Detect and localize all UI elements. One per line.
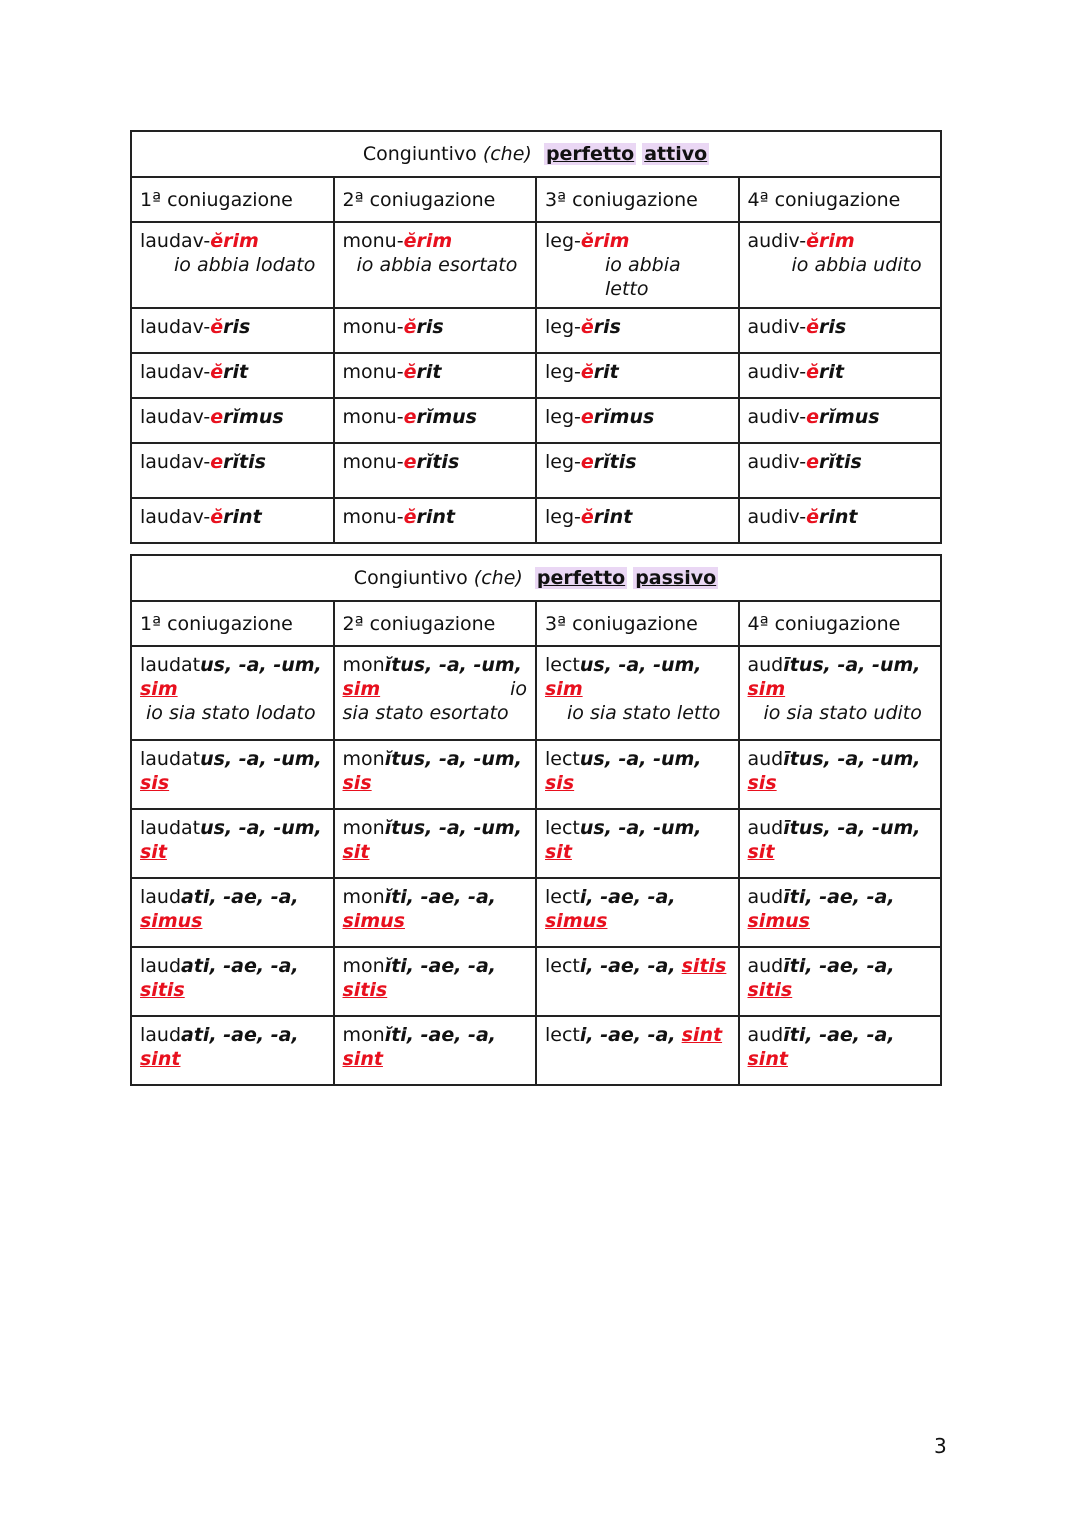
auxiliary: sint	[342, 1048, 383, 1070]
ending: rĭmus	[223, 406, 284, 428]
translation-pronoun: io	[510, 678, 527, 700]
header-conj-4: 4ª coniugazione	[739, 601, 942, 646]
auxiliary: sint	[681, 1024, 723, 1046]
ending: ĕrim	[580, 230, 630, 252]
stem: laud	[140, 955, 182, 977]
stem: audiv-	[747, 406, 807, 428]
conj-cell	[131, 443, 334, 498]
table-row	[131, 398, 941, 443]
active-conjugation-table	[130, 130, 942, 544]
stem: lect	[545, 886, 580, 908]
table-row	[131, 740, 941, 809]
title-che: (che)	[482, 143, 532, 165]
title-tense: perfetto	[536, 567, 626, 589]
ending: ĭtus, -a, -um,	[384, 817, 522, 839]
auxiliary: sit	[747, 841, 775, 863]
ending-vowel: ĕ	[210, 361, 224, 383]
ending: ĕrim	[806, 230, 855, 252]
ending: rint	[223, 506, 262, 528]
conj-cell	[131, 947, 334, 1016]
translation: io abbia lodato	[174, 254, 316, 276]
conj-cell	[334, 740, 537, 809]
table-row	[131, 308, 941, 353]
conj-cell	[739, 1016, 942, 1085]
ending: rĭmus	[593, 406, 655, 428]
conj-cell	[739, 947, 942, 1016]
stem: monu-	[342, 230, 404, 252]
ending: i, -ae, -a,	[579, 886, 676, 908]
conj-cell	[536, 947, 739, 1016]
auxiliary: sint	[140, 1048, 181, 1070]
conj-cell	[131, 878, 334, 947]
ending: rĭmus	[416, 406, 477, 428]
conj-cell	[334, 443, 537, 498]
ending: us, -a, -um,	[579, 817, 702, 839]
conj-cell	[739, 878, 942, 947]
ending: ati, -ae, -a,	[181, 1024, 299, 1046]
ending-vowel: e	[806, 406, 820, 428]
conj-cell	[536, 222, 739, 308]
table-row	[131, 809, 941, 878]
conj-cell	[334, 878, 537, 947]
conj-cell	[536, 398, 739, 443]
ending: us, -a, -um,	[200, 654, 322, 676]
stem: laudav-	[140, 451, 211, 473]
ending-vowel: e	[210, 451, 224, 473]
stem: leg-	[545, 361, 581, 383]
stem: aud	[747, 955, 784, 977]
conj-cell	[334, 353, 537, 398]
stem: monu-	[342, 361, 404, 383]
conj-cell	[536, 809, 739, 878]
header-conj-1: 1ª coniugazione	[131, 601, 334, 646]
ending: ītus, -a, -um,	[783, 748, 921, 770]
stem: audiv-	[747, 361, 807, 383]
auxiliary: sitis	[681, 955, 727, 977]
auxiliary: sint	[747, 1048, 788, 1070]
table-row	[131, 646, 941, 740]
ending: ĭti, -ae, -a,	[384, 886, 496, 908]
ending-vowel: ĕ	[403, 506, 417, 528]
ending-vowel: ĕ	[403, 316, 417, 338]
ending-vowel: ĕ	[806, 506, 820, 528]
stem: leg-	[545, 451, 581, 473]
stem: laudav-	[140, 316, 211, 338]
stem: mon	[342, 817, 385, 839]
ending: īti, -ae, -a,	[783, 955, 895, 977]
conj-cell	[739, 353, 942, 398]
stem: leg-	[545, 230, 581, 252]
conj-cell	[536, 878, 739, 947]
stem: lect	[545, 955, 580, 977]
stem: monu-	[342, 451, 404, 473]
ending: rĭtis	[416, 451, 460, 473]
header-conj-4: 4ª coniugazione	[739, 177, 942, 222]
ending: rit	[593, 361, 619, 383]
table-row	[131, 878, 941, 947]
ending: ĕrim	[403, 230, 453, 252]
ending: īti, -ae, -a,	[783, 1024, 895, 1046]
title-che: (che)	[473, 567, 523, 589]
stem: laudav-	[140, 506, 211, 528]
auxiliary: sit	[545, 841, 572, 863]
stem: mon	[342, 886, 385, 908]
title-prefix: Congiuntivo	[353, 567, 474, 589]
stem: aud	[747, 1024, 784, 1046]
stem: laudav-	[140, 406, 211, 428]
auxiliary: sim	[342, 678, 381, 700]
ending-vowel: e	[403, 451, 417, 473]
title-voice: passivo	[635, 567, 717, 589]
conj-cell	[131, 498, 334, 543]
conj-cell	[131, 1016, 334, 1085]
ending-vowel: e	[806, 451, 820, 473]
conj-cell	[334, 498, 537, 543]
active-table-title	[131, 131, 941, 177]
ending: ris	[223, 316, 251, 338]
stem: laudat	[140, 654, 201, 676]
translation: io sia stato lodato	[146, 702, 316, 724]
ending: rĭtis	[819, 451, 862, 473]
ending: ĭti, -ae, -a,	[384, 955, 496, 977]
stem: laudav-	[140, 230, 211, 252]
ending-vowel: ĕ	[580, 361, 594, 383]
ending: i, -ae, -a,	[579, 955, 676, 977]
ending-vowel: ĕ	[580, 506, 594, 528]
ending: rint	[819, 506, 858, 528]
stem: laudat	[140, 817, 201, 839]
conj-cell	[536, 353, 739, 398]
conj-cell	[739, 308, 942, 353]
stem: mon	[342, 748, 385, 770]
stem: aud	[747, 886, 784, 908]
auxiliary: sit	[342, 841, 370, 863]
table-row	[131, 222, 941, 308]
ending: us, -a, -um,	[200, 748, 322, 770]
auxiliary: sis	[140, 772, 170, 794]
stem: mon	[342, 1024, 385, 1046]
passive-table-title	[131, 555, 941, 601]
conj-cell	[739, 443, 942, 498]
ending-vowel: e	[210, 406, 224, 428]
ending: ītus, -a, -um,	[783, 817, 921, 839]
header-conj-3: 3ª coniugazione	[536, 601, 739, 646]
auxiliary: sis	[545, 772, 575, 794]
conj-cell	[131, 222, 334, 308]
conj-cell	[334, 947, 537, 1016]
ending: us, -a, -um,	[579, 748, 702, 770]
translation: io abbia udito	[791, 254, 922, 276]
ending: rint	[593, 506, 633, 528]
stem: laud	[140, 886, 182, 908]
conj-cell	[536, 740, 739, 809]
ending: ĕrim	[210, 230, 259, 252]
ending: rit	[819, 361, 844, 383]
auxiliary: sitis	[747, 979, 793, 1001]
conj-cell	[334, 398, 537, 443]
conj-cell	[131, 353, 334, 398]
page-number: 3	[934, 1434, 947, 1458]
ending: ĭtus, -a, -um,	[384, 748, 522, 770]
auxiliary: sim	[140, 678, 178, 700]
conj-cell	[739, 809, 942, 878]
conj-cell	[131, 646, 334, 740]
title-voice: attivo	[644, 143, 708, 165]
conj-cell	[536, 498, 739, 543]
conj-cell	[739, 222, 942, 308]
passive-conjugation-table	[130, 554, 942, 1086]
auxiliary: simus	[140, 910, 203, 932]
stem: lect	[545, 1024, 580, 1046]
conj-cell	[739, 398, 942, 443]
table-row	[131, 498, 941, 543]
conj-cell	[739, 646, 942, 740]
table-row	[131, 353, 941, 398]
auxiliary: sis	[342, 772, 372, 794]
stem: aud	[747, 748, 784, 770]
stem: leg-	[545, 316, 581, 338]
ending: rint	[416, 506, 455, 528]
stem: monu-	[342, 506, 404, 528]
conj-cell	[334, 1016, 537, 1085]
ending: i, -ae, -a,	[579, 1024, 676, 1046]
stem: aud	[747, 654, 784, 676]
ending-vowel: e	[580, 406, 594, 428]
header-conj-2: 2ª coniugazione	[334, 601, 537, 646]
ending: rĭtis	[593, 451, 637, 473]
translation: io abbia letto	[605, 254, 681, 300]
stem: lect	[545, 817, 580, 839]
stem: aud	[747, 817, 784, 839]
ending: ati, -ae, -a,	[181, 955, 299, 977]
ending: rĭtis	[223, 451, 266, 473]
stem: leg-	[545, 406, 581, 428]
translation: io sia stato udito	[763, 702, 922, 724]
conj-cell	[334, 809, 537, 878]
conj-cell	[536, 646, 739, 740]
translation: io abbia esortato	[356, 254, 518, 276]
ending-vowel: ĕ	[580, 316, 594, 338]
auxiliary: sim	[747, 678, 786, 700]
conj-cell	[536, 1016, 739, 1085]
ending: ris	[819, 316, 847, 338]
stem: laudav-	[140, 361, 211, 383]
stem: laud	[140, 1024, 182, 1046]
stem: mon	[342, 654, 385, 676]
ending: ĭti, -ae, -a,	[384, 1024, 496, 1046]
conj-cell	[334, 308, 537, 353]
ending-vowel: ĕ	[403, 361, 417, 383]
conj-cell	[131, 398, 334, 443]
title-tense: perfetto	[545, 143, 635, 165]
ending: ris	[416, 316, 444, 338]
auxiliary: simus	[545, 910, 608, 932]
conj-cell	[739, 740, 942, 809]
conj-cell	[131, 308, 334, 353]
ending: rit	[223, 361, 249, 383]
ending: us, -a, -um,	[200, 817, 322, 839]
stem: laudat	[140, 748, 201, 770]
ending-vowel: ĕ	[210, 316, 224, 338]
ending-vowel: e	[580, 451, 594, 473]
stem: monu-	[342, 316, 404, 338]
header-conj-3: 3ª coniugazione	[536, 177, 739, 222]
stem: mon	[342, 955, 385, 977]
conj-cell	[739, 498, 942, 543]
ending: ris	[593, 316, 621, 338]
auxiliary: sit	[140, 841, 167, 863]
ending-vowel: ĕ	[210, 506, 224, 528]
stem: audiv-	[747, 451, 807, 473]
table-row	[131, 1016, 941, 1085]
ending: ĭtus, -a, -um,	[384, 654, 522, 676]
title-prefix: Congiuntivo	[362, 143, 483, 165]
ending-vowel: ĕ	[806, 316, 820, 338]
auxiliary: simus	[747, 910, 810, 932]
auxiliary: sitis	[342, 979, 388, 1001]
stem: audiv-	[747, 316, 807, 338]
table-row	[131, 947, 941, 1016]
table-row	[131, 443, 941, 498]
ending: rĭmus	[819, 406, 880, 428]
conj-cell	[536, 308, 739, 353]
translation: sia stato esortato	[342, 702, 509, 724]
ending: ītus, -a, -um,	[783, 654, 921, 676]
auxiliary: sis	[747, 772, 777, 794]
stem: monu-	[342, 406, 404, 428]
translation: io sia stato letto	[567, 702, 721, 724]
auxiliary: sim	[545, 678, 583, 700]
header-conj-1: 1ª coniugazione	[131, 177, 334, 222]
stem: audiv-	[747, 230, 807, 252]
ending-vowel: ĕ	[806, 361, 820, 383]
ending: us, -a, -um,	[579, 654, 702, 676]
stem: audiv-	[747, 506, 807, 528]
header-conj-2: 2ª coniugazione	[334, 177, 537, 222]
stem: lect	[545, 654, 580, 676]
stem: leg-	[545, 506, 581, 528]
auxiliary: simus	[342, 910, 405, 932]
ending: ati, -ae, -a,	[181, 886, 299, 908]
conj-cell	[536, 443, 739, 498]
conj-cell	[334, 222, 537, 308]
ending: īti, -ae, -a,	[783, 886, 895, 908]
conj-cell	[334, 646, 537, 740]
ending: rit	[416, 361, 442, 383]
auxiliary: sitis	[140, 979, 185, 1001]
stem: lect	[545, 748, 580, 770]
conj-cell	[131, 809, 334, 878]
ending-vowel: e	[403, 406, 417, 428]
conj-cell	[131, 740, 334, 809]
